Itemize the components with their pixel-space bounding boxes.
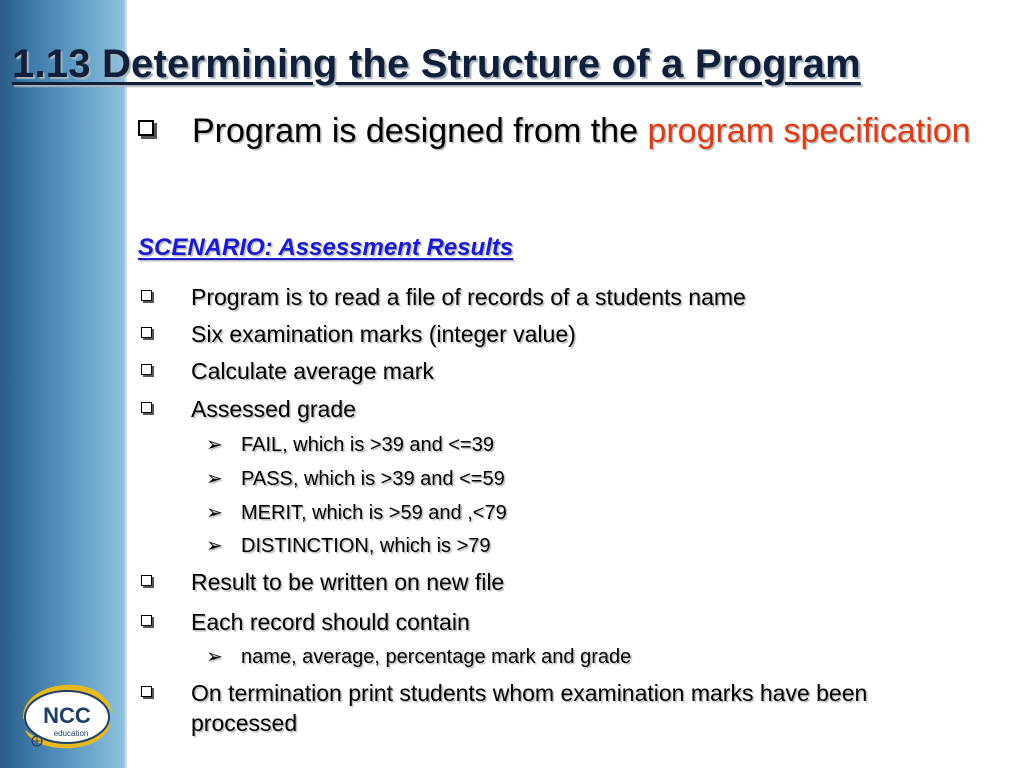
- list-item-text: Calculate average mark: [191, 358, 434, 384]
- list-item: [138, 394, 998, 424]
- intro-accent: program specification: [647, 112, 971, 150]
- sidebar-band: [0, 0, 127, 768]
- sub-item-text: PASS, which is >39 and <=59: [241, 468, 505, 490]
- checkbox-bullet-icon: [138, 120, 154, 136]
- intro-text: [192, 108, 998, 154]
- intro-plain: Program is designed from the: [192, 112, 648, 150]
- sub-item-text: MERIT, which is >59 and ,<79: [241, 502, 507, 524]
- checkbox-bullet-icon: [141, 290, 152, 301]
- sub-item-text: DISTINCTION, which is >79: [241, 535, 491, 557]
- list-item: [138, 607, 998, 637]
- logo-subtext: education: [53, 729, 89, 738]
- sub-item: [206, 498, 986, 528]
- logo-text: NCC: [43, 703, 91, 728]
- arrow-bullet-icon: ➢: [206, 434, 223, 456]
- checkbox-bullet-icon: [141, 402, 152, 413]
- ncc-education-logo: [15, 680, 117, 752]
- list-item: [138, 356, 998, 386]
- arrow-bullet-icon: ➢: [206, 502, 223, 524]
- sub-item: [206, 531, 986, 561]
- sidebar-edge: [124, 0, 127, 768]
- checkbox-bullet-icon: [141, 575, 152, 586]
- list-item: [138, 319, 998, 349]
- checkbox-bullet-icon: [141, 686, 152, 697]
- list-item-text: Program is to read a file of records of a students name: [191, 284, 746, 310]
- intro-bullet: [138, 108, 998, 154]
- arrow-bullet-icon: ➢: [206, 646, 223, 668]
- list-item-text: Six examination marks (integer value): [191, 321, 576, 347]
- sub-item-text: name, average, percentage mark and grade: [241, 646, 632, 668]
- list-item: [138, 678, 998, 738]
- arrow-bullet-icon: ➢: [206, 535, 223, 557]
- checkbox-bullet-icon: [141, 327, 152, 338]
- sub-item: [206, 464, 986, 494]
- arrow-bullet-icon: ➢: [206, 468, 223, 490]
- list-item-text: Assessed grade: [191, 396, 356, 422]
- list-item-text: On termination print students whom examination marks have been processed: [191, 680, 868, 736]
- list-item: [138, 282, 998, 312]
- list-item-text: Result to be written on new file: [191, 569, 505, 595]
- scenario-heading: SCENARIO: Assessment Results: [138, 234, 514, 261]
- list-item: [138, 567, 998, 597]
- sub-item: [206, 430, 986, 460]
- slide-title: 1.13 Determining the Structure of a Program: [12, 42, 861, 86]
- checkbox-bullet-icon: [141, 615, 152, 626]
- list-item-text: Each record should contain: [191, 609, 470, 635]
- sub-item: [206, 642, 986, 672]
- sub-item-text: FAIL, which is >39 and <=39: [241, 434, 494, 456]
- checkbox-bullet-icon: [141, 364, 152, 375]
